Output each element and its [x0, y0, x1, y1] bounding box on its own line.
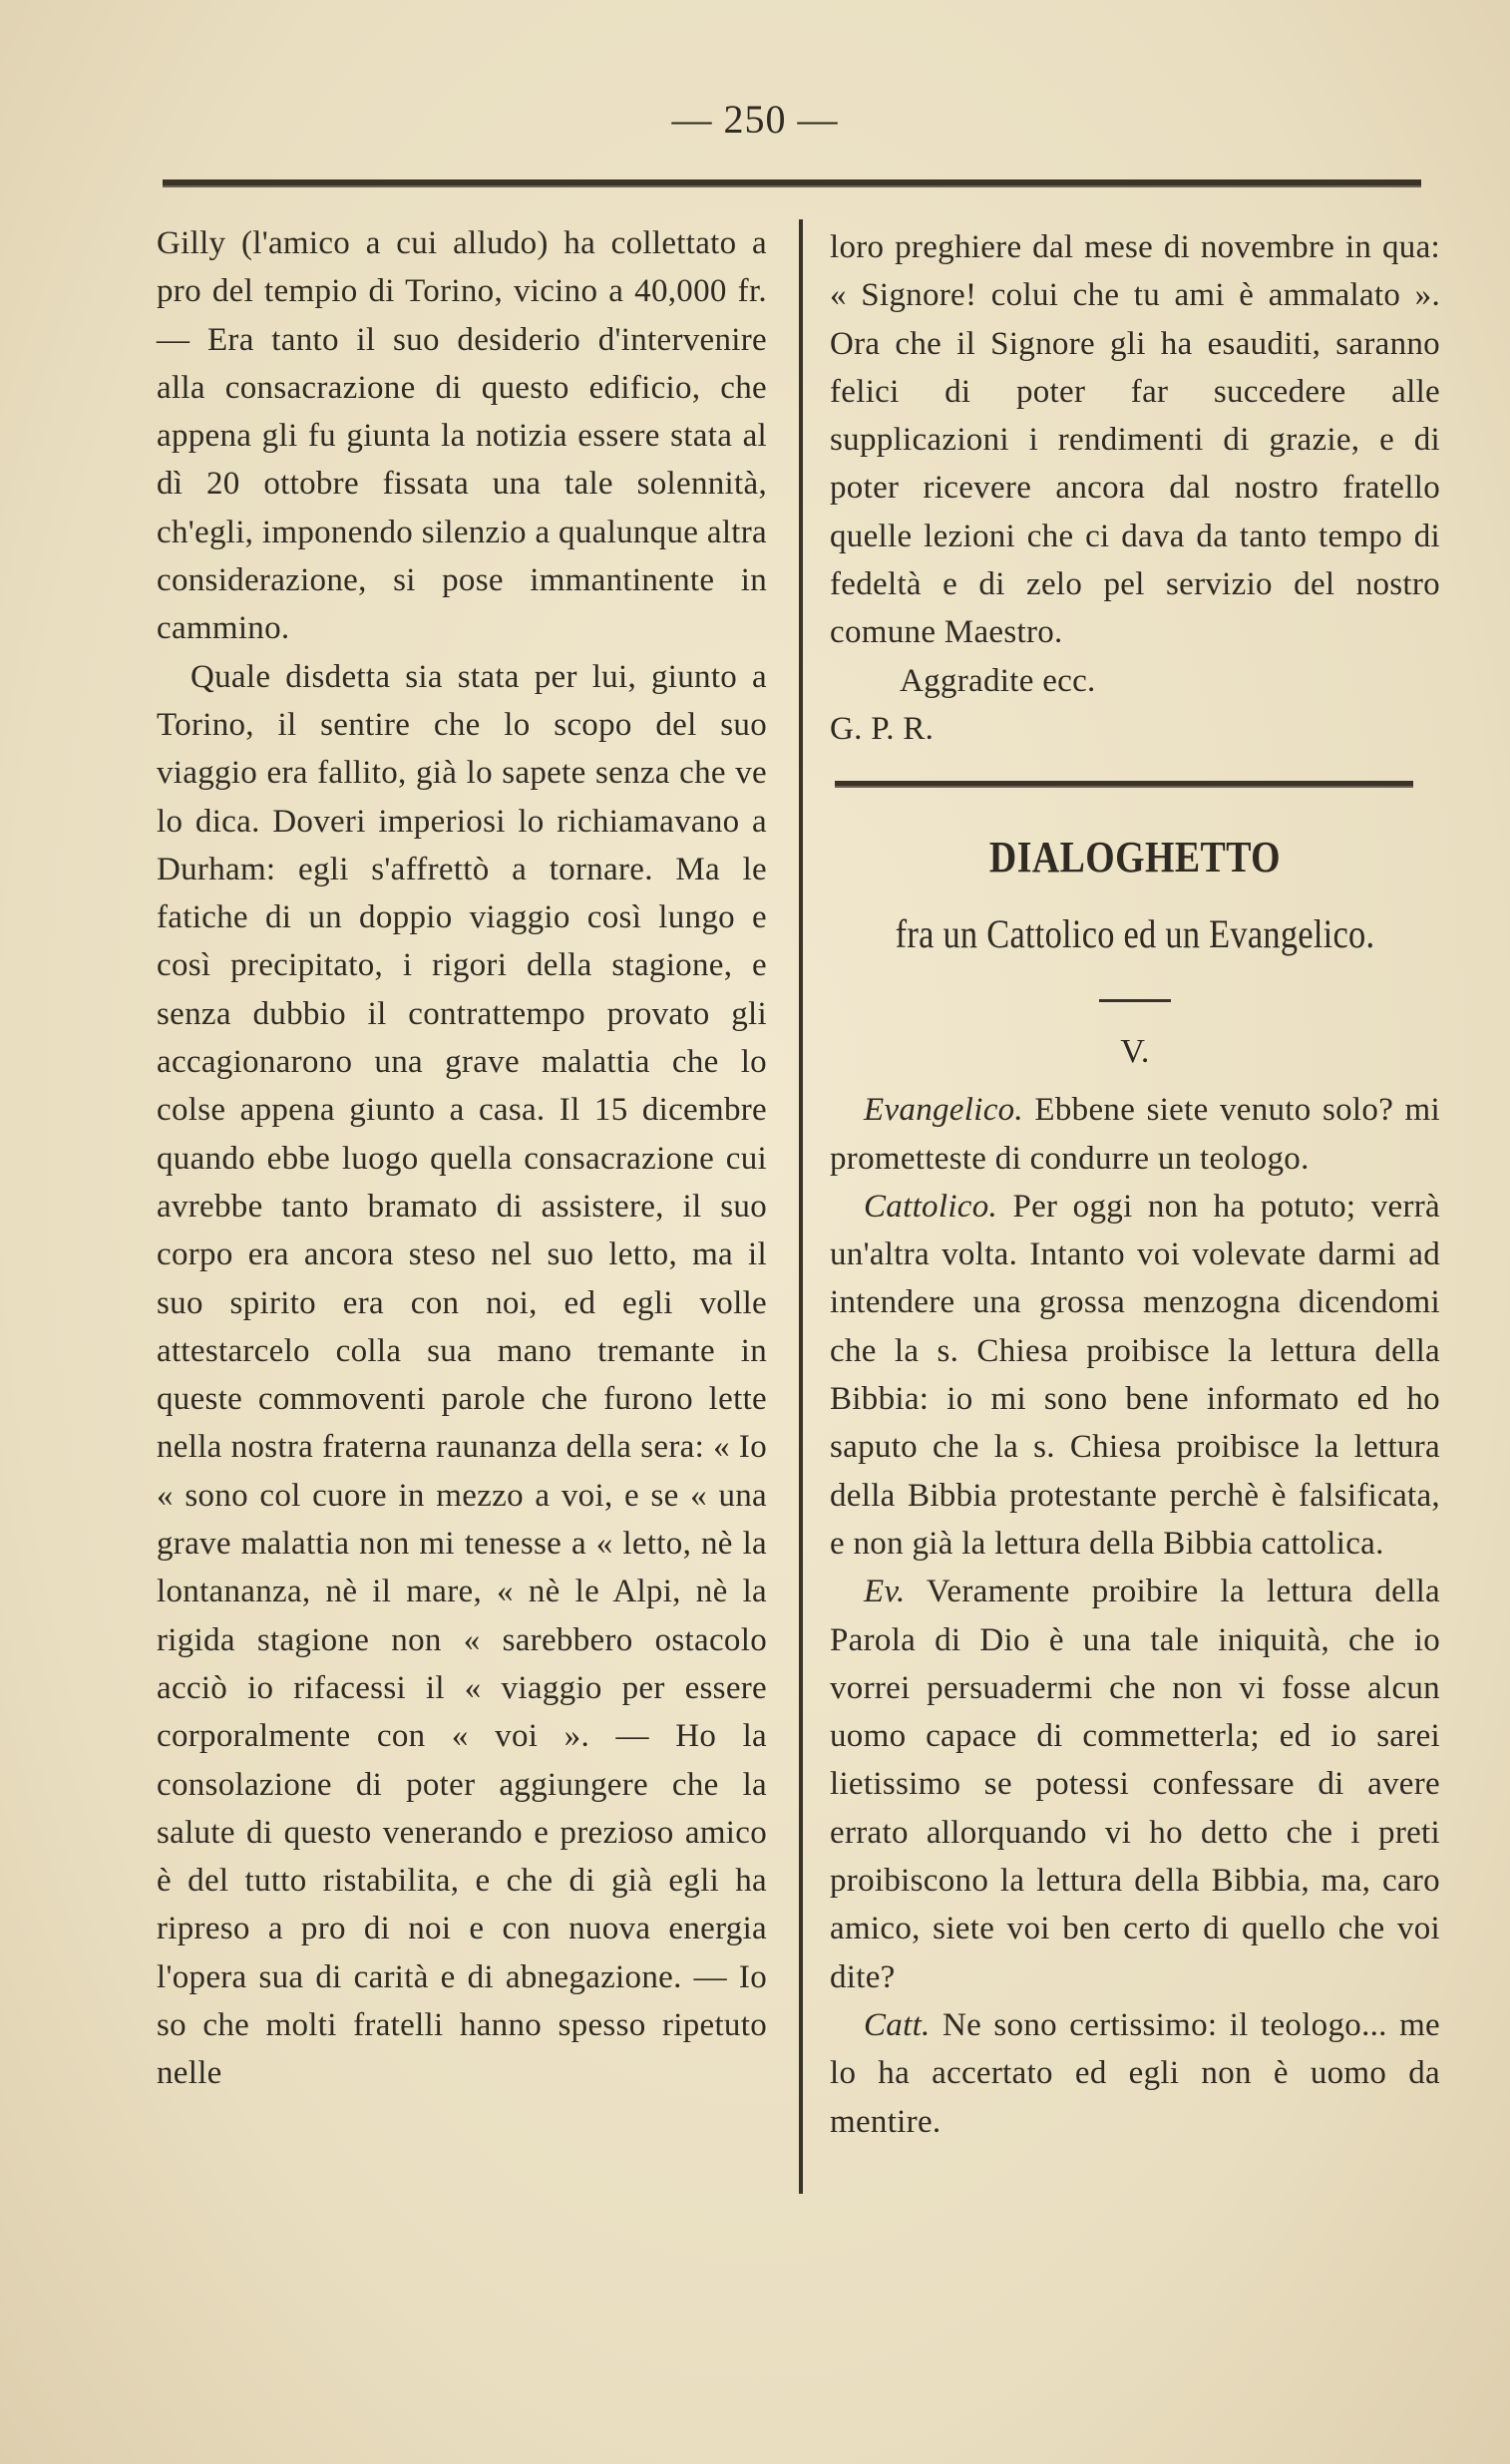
dialogue-text: Ebbene siete venuto solo? mi prometteste di condurre un teologo. [830, 1092, 1440, 1177]
paragraph: Gilly (l'amico a cui alludo) ha collettato a pro del tempio di Torino, vicino a 40,000 fr. — Era tanto il suo desiderio d'intervenire alla consacrazione di questo edificio, che appena gli fu giunta la notizia essere stata al dì 20 ottobre fissata una tale solennità, ch'egli, imponendo silenzio a qualunque altra considerazione, si pose immantinente in cammino. [157, 225, 767, 647]
right-column [830, 223, 1440, 2146]
paragraph: Quale disdetta sia stata per lui, giunto a Torino, il sentire che lo scopo del suo viaggio era fallito, già lo sapete senza che ve lo dica. Doveri imperiosi lo richiamavano a Durham: egli s'affrettò a tornare. Ma le fatiche di un doppio viaggio così lungo e così precipitato, i rigori della stagione, e senza dubbio il contrattempo provato gli accagionarono una grave malattia che lo colse appena giunto a casa. Il 15 dicembre quando ebbe luogo quella consacrazione cui avrebbe tanto bramato di assistere, il suo corpo era ancora steso nel suo letto, ma il suo spirito era con noi, ed egli volle attestarcelo colla sua mano tremante in queste commoventi parole che furono lette nella nostra fraterna raunanza della sera: « Io « sono col cuore in mezzo a voi, e se « una grave malattia non mi tenesse a « letto, nè la lontananza, nè il mare, « nè le Alpi, nè la rigida stagione non « sarebbero ostacolo acciò io rifacessi il « viaggio per essere corporalmente con « voi ». — Ho la consolazione di poter aggiungere che la salute di questo venerando e prezioso amico è del tutto ristabilita, e che di già egli ha ripreso a pro di noi e con nuova energia l'opera sua di carità e di abnegazione. — Io so che molti fratelli hanno spesso ripetuto nelle [157, 658, 767, 2092]
closing-line: Aggradite ecc. [900, 662, 1096, 699]
speaker-name: Ev. [864, 1574, 906, 1610]
column-divider [799, 219, 803, 2194]
speaker-name: Cattolico. [864, 1188, 998, 1225]
section-divider [835, 781, 1413, 788]
dialogue-text: Per oggi non ha potuto; verrà un'altra volta. Intanto voi volevate darmi ad intendere una grossa menzogna dicendomi che la s. Chiesa proibisce la lettura della Bibbia: io mi sono bene informato ed ho saputo che la s. Chiesa proibisce la lettura della Bibbia protestante perchè è falsificata, e non già la lettura della Bibbia cattolica. [830, 1188, 1440, 1562]
dialogue-line [830, 1086, 1440, 1183]
left-column [157, 219, 767, 2098]
dialogue-line [830, 2001, 1440, 2146]
speaker-name: Evangelico. [864, 1092, 1023, 1129]
short-divider [1099, 999, 1171, 1002]
dialogue [830, 1086, 1440, 2146]
dialogue-text: Ne sono certissimo: il teologo... me lo ha accertato ed egli non è uomo da mentire. [830, 2006, 1440, 2140]
dialogue-text: Veramente proibire la lettura della Parola di Dio è una tale iniquità, che io vorrei persuadermi che non vi fosse alcun uomo capace di commetterla; ed io sarei lietissimo se potessi confessare di avere errato allorquando vi ho detto che i preti proibiscono la lettura della Bibbia, ma, caro amico, siete voi ben certo di quello che voi dite? [830, 1574, 1440, 1995]
article-subtitle: fra un Cattolico ed un Evangelico. [895, 911, 1375, 957]
speaker-name: Catt. [864, 2006, 931, 2043]
page-number: — 250 — [671, 97, 839, 142]
dialogue-line [830, 1568, 1440, 2001]
signature: G. P. R. [830, 710, 935, 747]
section-number: V. [1120, 1033, 1150, 1071]
dialogue-line [830, 1183, 1440, 1568]
article-title: DIALOGHETTO [988, 833, 1282, 882]
header-rule [163, 179, 1421, 187]
paragraph: loro preghiere dal mese di novembre in qua: « Signore! colui che tu ami è ammalato ». Ora che il Signore gli ha esauditi, saranno felici di poter far succedere alle supplicazioni i rendimenti di grazie, e di poter ricevere ancora dal nostro fratello quelle lezioni che ci dava da tanto tempo di fedeltà e di zelo pel servizio del nostro comune Maestro. [830, 229, 1440, 651]
